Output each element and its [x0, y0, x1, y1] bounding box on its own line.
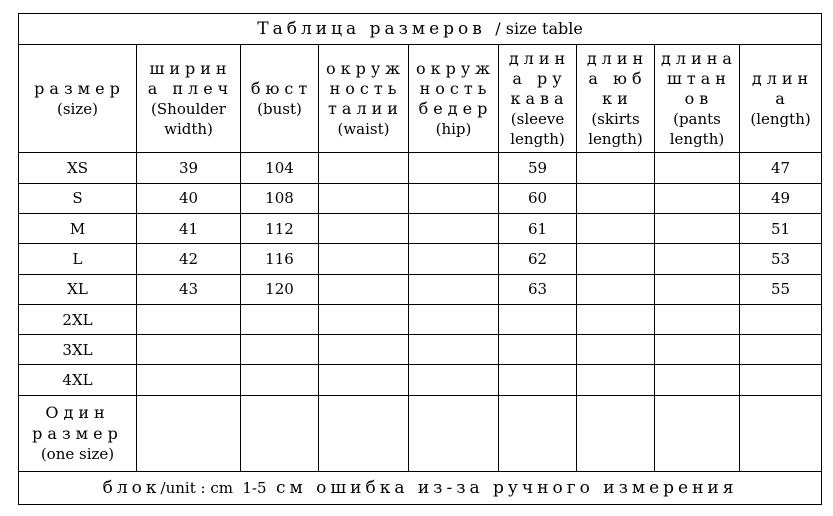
header-length: длина (length): [740, 45, 822, 153]
title-ru: Таблица размеров: [257, 19, 486, 40]
cell-hip: [409, 274, 499, 304]
footer-note: см ошибка из-за ручного измерения: [275, 477, 738, 498]
header-shoulder: ширина плеч (Shoulder width): [137, 45, 241, 153]
cell-sleeve: 63: [499, 274, 577, 304]
table-row: [19, 304, 822, 334]
cell-shoulder: 43: [137, 274, 241, 304]
cell-empty: [319, 395, 409, 471]
footer-prefix: блок: [102, 477, 161, 498]
cell-skirt: [577, 153, 655, 183]
cell-empty: [499, 395, 577, 471]
table-row: [19, 183, 822, 213]
cell-size: 3XL: [19, 335, 137, 365]
cell-length: 53: [740, 244, 822, 274]
cell-sleeve: [499, 365, 577, 395]
cell-size: 2XL: [19, 304, 137, 334]
cell-pants: [655, 335, 740, 365]
cell-hip: [409, 214, 499, 244]
cell-waist: [319, 244, 409, 274]
cell-length: [740, 335, 822, 365]
header-row: [19, 45, 822, 153]
cell-skirt: [577, 244, 655, 274]
header-waist: окружность талии (waist): [319, 45, 409, 153]
cell-empty: [655, 395, 740, 471]
cell-empty: [241, 395, 319, 471]
cell-shoulder: 40: [137, 183, 241, 213]
footer-unit: /unit : cm: [160, 478, 233, 497]
cell-hip: [409, 365, 499, 395]
cell-bust: 112: [241, 214, 319, 244]
table-footer: [19, 471, 822, 504]
cell-length: 51: [740, 214, 822, 244]
table-row: [19, 214, 822, 244]
cell-pants: [655, 214, 740, 244]
cell-pants: [655, 365, 740, 395]
cell-shoulder: [137, 365, 241, 395]
cell-sleeve: 61: [499, 214, 577, 244]
cell-length: 47: [740, 153, 822, 183]
cell-shoulder: 42: [137, 244, 241, 274]
cell-sleeve: 60: [499, 183, 577, 213]
cell-length: [740, 304, 822, 334]
title-en: / size table: [495, 19, 583, 39]
cell-bust: [241, 304, 319, 334]
cell-empty: [577, 395, 655, 471]
cell-shoulder: 39: [137, 153, 241, 183]
header-sleeve: длина рукава (sleeve length): [499, 45, 577, 153]
header-bust: бюст (bust): [241, 45, 319, 153]
cell-hip: [409, 183, 499, 213]
cell-sleeve: 62: [499, 244, 577, 274]
cell-size: 4XL: [19, 365, 137, 395]
cell-length: 55: [740, 274, 822, 304]
cell-bust: 108: [241, 183, 319, 213]
header-skirt: длина юбки (skirts length): [577, 45, 655, 153]
cell-skirt: [577, 183, 655, 213]
table-row: [19, 153, 822, 183]
cell-pants: [655, 244, 740, 274]
cell-empty: [137, 395, 241, 471]
cell-pants: [655, 183, 740, 213]
table-row: [19, 365, 822, 395]
cell-waist: [319, 183, 409, 213]
cell-waist: [319, 365, 409, 395]
cell-shoulder: [137, 335, 241, 365]
header-pants: длина штанов (pants length): [655, 45, 740, 153]
cell-waist: [319, 274, 409, 304]
cell-sleeve: [499, 335, 577, 365]
cell-hip: [409, 153, 499, 183]
cell-skirt: [577, 335, 655, 365]
cell-bust: [241, 365, 319, 395]
cell-size: XS: [19, 153, 137, 183]
header-size: размер (size): [19, 45, 137, 153]
cell-size: L: [19, 244, 137, 274]
cell-shoulder: [137, 304, 241, 334]
cell-waist: [319, 304, 409, 334]
cell-waist: [319, 214, 409, 244]
cell-length: 49: [740, 183, 822, 213]
size-chart: [18, 13, 821, 505]
cell-hip: [409, 335, 499, 365]
one-size-row: [19, 395, 822, 471]
cell-bust: 116: [241, 244, 319, 274]
size-table: [18, 13, 822, 505]
cell-empty: [740, 395, 822, 471]
cell-bust: [241, 335, 319, 365]
cell-skirt: [577, 365, 655, 395]
cell-sleeve: 59: [499, 153, 577, 183]
footer-range: 1-5: [242, 478, 267, 497]
table-row: [19, 335, 822, 365]
cell-hip: [409, 304, 499, 334]
cell-pants: [655, 304, 740, 334]
cell-one-size: Один размер (one size): [19, 395, 137, 471]
cell-bust: 120: [241, 274, 319, 304]
cell-size: M: [19, 214, 137, 244]
cell-sleeve: [499, 304, 577, 334]
cell-skirt: [577, 274, 655, 304]
table-row: [19, 274, 822, 304]
cell-pants: [655, 153, 740, 183]
cell-length: [740, 365, 822, 395]
cell-skirt: [577, 304, 655, 334]
cell-shoulder: 41: [137, 214, 241, 244]
header-hip: окружность бедер (hip): [409, 45, 499, 153]
cell-empty: [409, 395, 499, 471]
cell-pants: [655, 274, 740, 304]
cell-waist: [319, 153, 409, 183]
cell-waist: [319, 335, 409, 365]
cell-bust: 104: [241, 153, 319, 183]
cell-size: XL: [19, 274, 137, 304]
table-row: [19, 244, 822, 274]
table-title: [19, 14, 822, 45]
cell-hip: [409, 244, 499, 274]
cell-skirt: [577, 214, 655, 244]
cell-size: S: [19, 183, 137, 213]
